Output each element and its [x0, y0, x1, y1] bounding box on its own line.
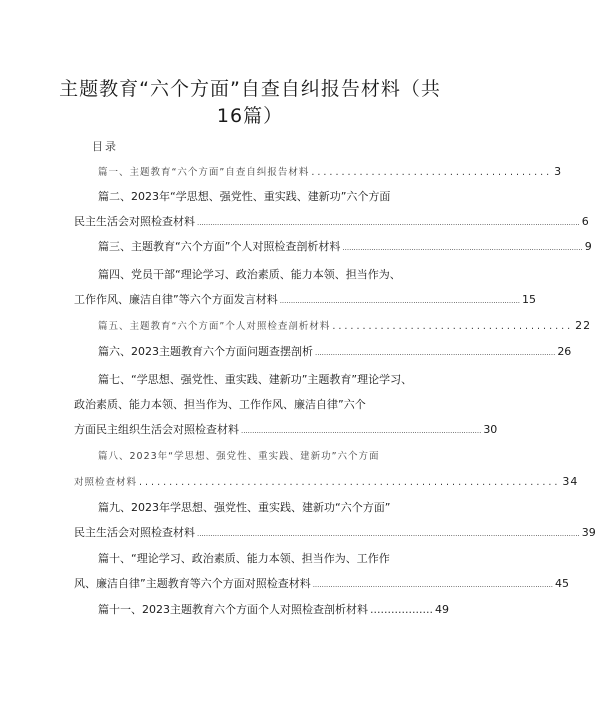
toc-entry-title: 篇三、主题教育“六个方面”个人对照检查剖析材料 — [98, 240, 341, 253]
toc-entry-page: 22 — [575, 319, 592, 332]
toc-leader-dots: ...................................................................... — [139, 477, 561, 488]
toc-leader-dots: ............................................................................................................ — [241, 427, 482, 435]
toc-entry-3[interactable] — [98, 240, 592, 255]
toc-leader-dots: ............................................................................................................................................................................ — [197, 530, 580, 538]
toc-entry-page: 15 — [522, 293, 537, 306]
toc-entry-title: 篇五、主题教育“六个方面”个人对照检查剖析材料 — [98, 321, 331, 332]
toc-entry-title: 篇一、主题教育“六个方面”自查自纠报告材料 — [98, 167, 310, 178]
toc-entry-8-line-1[interactable]: 篇八、2023年“学思想、强党性、重实践、建新功”六个方面 — [98, 451, 380, 462]
toc-entry-2-line-2[interactable] — [74, 215, 589, 230]
toc-entry-title: 工作作风、廉洁自律”等六个方面发言材料 — [74, 293, 278, 306]
toc-entry-title: 方面民主组织生活会对照检查材料 — [74, 423, 239, 436]
toc-entry-page: 45 — [555, 577, 570, 590]
toc-entry-title: 对照检查材料 — [74, 477, 138, 488]
toc-entry-9-line-2[interactable] — [74, 526, 596, 541]
toc-leader-dots: ............................................................................................................ — [315, 349, 556, 357]
toc-entry-4-line-2[interactable] — [74, 293, 537, 308]
toc-entry-10-line-2[interactable] — [74, 577, 570, 592]
toc-entry-10-line-1[interactable]: 篇十、“理论学习、政治素质、能力本领、担当作为、工作作 — [98, 552, 390, 565]
toc-entry-title: 民主生活会对照检查材料 — [74, 215, 195, 228]
toc-entry-page: 26 — [557, 345, 572, 358]
toc-entry-7-line-1[interactable]: 篇七、“学思想、强党性、重实践、建新功”主题教育”理论学习、 — [98, 373, 413, 386]
toc-leader-dots: ............................................................................................................................................................................ — [197, 219, 580, 227]
toc-entry-page: 39 — [581, 526, 596, 539]
toc-heading: 目录 — [92, 140, 118, 153]
toc-entry-9-line-1[interactable]: 篇九、2023年学思想、强党性、重实践、建新功“六个方面” — [98, 501, 391, 514]
toc-leader-dots: .................. — [370, 603, 433, 616]
toc-leader-dots: ............................................................................................................ — [342, 244, 583, 252]
toc-entry-title: 民主生活会对照检查材料 — [74, 526, 195, 539]
toc-leader-dots: ........................................ — [332, 321, 574, 332]
toc-entry-1[interactable] — [98, 165, 563, 180]
toc-entry-page: 30 — [483, 423, 498, 436]
toc-entry-title: 篇十一、2023主题教育六个方面个人对照检查剖析材料 — [98, 603, 368, 616]
toc-entry-4-line-1[interactable]: 篇四、党员干部“理论学习、政治素质、能力本领、担当作为、 — [98, 268, 401, 281]
toc-entry-page: 9 — [584, 240, 592, 253]
document-title-line-2: 16篇） — [216, 105, 284, 127]
toc-entry-title: 风、廉洁自律”主题教育等六个方面对照检查材料 — [74, 577, 311, 590]
toc-entry-5[interactable] — [98, 319, 592, 334]
toc-entry-6[interactable] — [98, 345, 572, 360]
toc-entry-title: 篇六、2023主题教育六个方面问题查摆剖析 — [98, 345, 313, 358]
toc-entry-page: 34 — [562, 475, 579, 488]
document-title-line-1: 主题教育“六个方面”自查自纠报告材料（共 — [59, 78, 441, 100]
toc-entry-7-line-3[interactable] — [74, 423, 498, 438]
toc-leader-dots: ............................................................................................................ — [279, 297, 521, 305]
toc-entry-page: 3 — [554, 165, 563, 178]
toc-entry-page: 49 — [434, 603, 449, 616]
toc-entry-2-line-1[interactable]: 篇二、2023年“学思想、强党性、重实践、建新功”六个方面 — [98, 190, 391, 203]
toc-entry-8-line-2[interactable] — [74, 475, 579, 490]
toc-leader-dots: ............................................................................................................ — [312, 581, 554, 589]
toc-entry-7-line-2[interactable]: 政治素质、能力本领、担当作为、工作作风、廉洁自律”六个 — [74, 398, 366, 411]
toc-entry-11[interactable] — [98, 603, 449, 617]
toc-leader-dots: ........................................ — [311, 167, 553, 178]
toc-entry-page: 6 — [581, 215, 589, 228]
